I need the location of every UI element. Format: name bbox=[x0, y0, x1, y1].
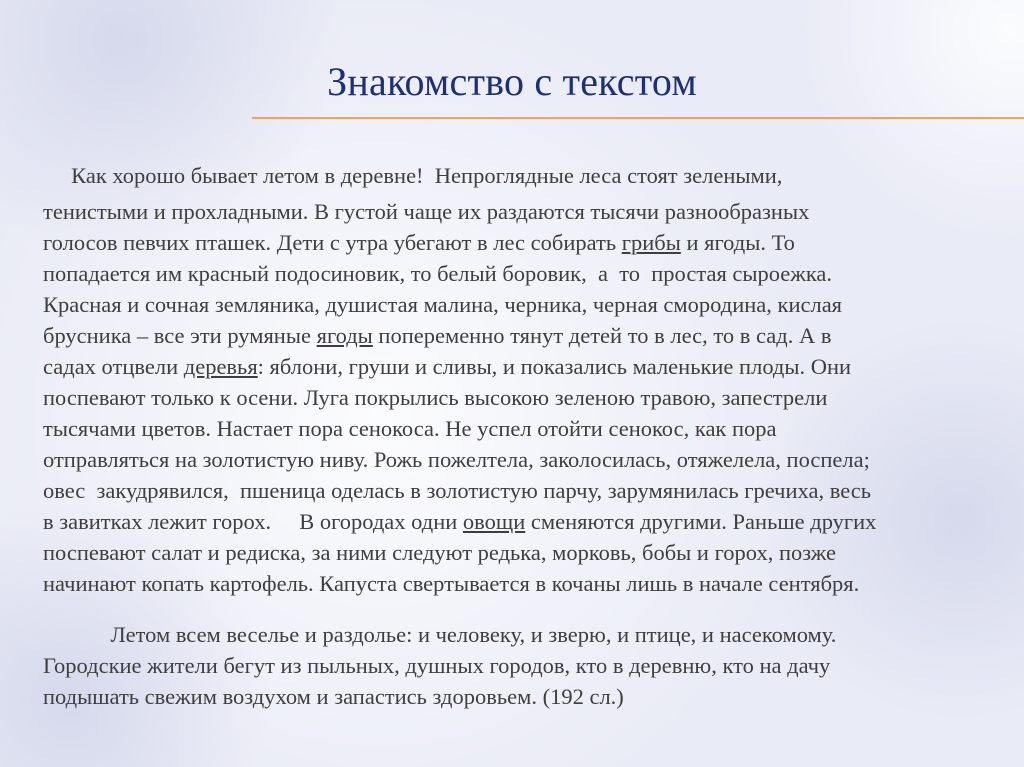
text-segment: тенистыми и прохладными. В густой чаще их раздаются тысячи разнообразных bbox=[43, 199, 810, 224]
text-line bbox=[43, 475, 1003, 506]
text-line bbox=[43, 568, 1003, 599]
paragraph-2 bbox=[43, 619, 1003, 712]
text-line bbox=[43, 681, 1003, 712]
text-line bbox=[43, 351, 1003, 382]
text-line bbox=[43, 444, 1003, 475]
text-line bbox=[43, 160, 1003, 196]
text-line bbox=[43, 289, 1003, 320]
text-segment: подышать свежим воздухом и запастись здоровьем. (192 сл.) bbox=[43, 684, 624, 709]
text-segment: попадается им красный подосиновик, то белый боровик, а то простая сыроежка. bbox=[43, 261, 833, 286]
underlined-word: ягоды bbox=[316, 323, 373, 348]
paragraph-gap bbox=[43, 599, 1003, 619]
text-segment: тысячами цветов. Настает пора сенокоса. Не успел отойти сенокос, как пора bbox=[43, 416, 777, 441]
text-segment: брусника – все эти румяные bbox=[43, 323, 317, 348]
text-line bbox=[43, 227, 1003, 258]
text-line bbox=[43, 506, 1003, 537]
text-line bbox=[43, 619, 1003, 650]
title-underline-rule bbox=[252, 117, 1024, 119]
slide-title: Знакомство с текстом bbox=[327, 59, 697, 104]
underlined-word: деревья bbox=[183, 354, 258, 379]
text-segment: Как хорошо бывает летом в деревне! Непроглядные леса стоят зелеными, bbox=[43, 163, 783, 188]
text-line bbox=[43, 320, 1003, 351]
text-segment: голосов певчих пташек. Дети с утра убегают в лес собирать bbox=[43, 230, 622, 255]
text-line bbox=[43, 650, 1003, 681]
underlined-word: овощи bbox=[462, 509, 526, 534]
text-segment: поспевают салат и редиска, за ними следуют редька, морковь, бобы и горох, позже bbox=[43, 540, 836, 565]
text-segment: Красная и сочная земляника, душистая малина, черника, черная смородина, кислая bbox=[43, 292, 843, 317]
text-segment: в завитках лежит горох. В огородах одни bbox=[43, 509, 463, 534]
text-line bbox=[43, 413, 1003, 444]
body-text bbox=[43, 160, 1003, 712]
text-segment: сменяются другими. Раньше других bbox=[525, 509, 877, 534]
text-segment: начинают копать картофель. Капуста свертывается в кочаны лишь в начале сентября. bbox=[43, 571, 860, 596]
text-segment: садах отцвели bbox=[43, 354, 184, 379]
text-segment: поспевают только к осени. Луга покрылись высокою зеленою травою, запестрели bbox=[43, 385, 828, 410]
text-segment: овес закудрявился, пшеница оделась в золотистую парчу, зарумянилась гречиха, весь bbox=[43, 478, 871, 503]
paragraph-1 bbox=[43, 160, 1003, 599]
text-segment: Летом всем веселье и раздолье: и человеку, и зверю, и птице, и насекомому. bbox=[43, 622, 837, 647]
text-line bbox=[43, 258, 1003, 289]
text-line bbox=[43, 382, 1003, 413]
text-segment: Городские жители бегут из пыльных, душных городов, кто в деревню, кто на дачу bbox=[43, 653, 831, 678]
text-segment: и ягоды. То bbox=[680, 230, 795, 255]
text-segment: попеременно тянут детей то в лес, то в сад. А в bbox=[372, 323, 832, 348]
underlined-word: грибы bbox=[621, 230, 681, 255]
text-segment: отправляться на золотистую ниву. Рожь пожелтела, заколосилась, отяжелела, поспела; bbox=[43, 447, 870, 472]
text-line bbox=[43, 537, 1003, 568]
text-segment: : яблони, груши и сливы, и показались маленькие плоды. Они bbox=[257, 354, 852, 379]
text-line bbox=[43, 196, 1003, 227]
